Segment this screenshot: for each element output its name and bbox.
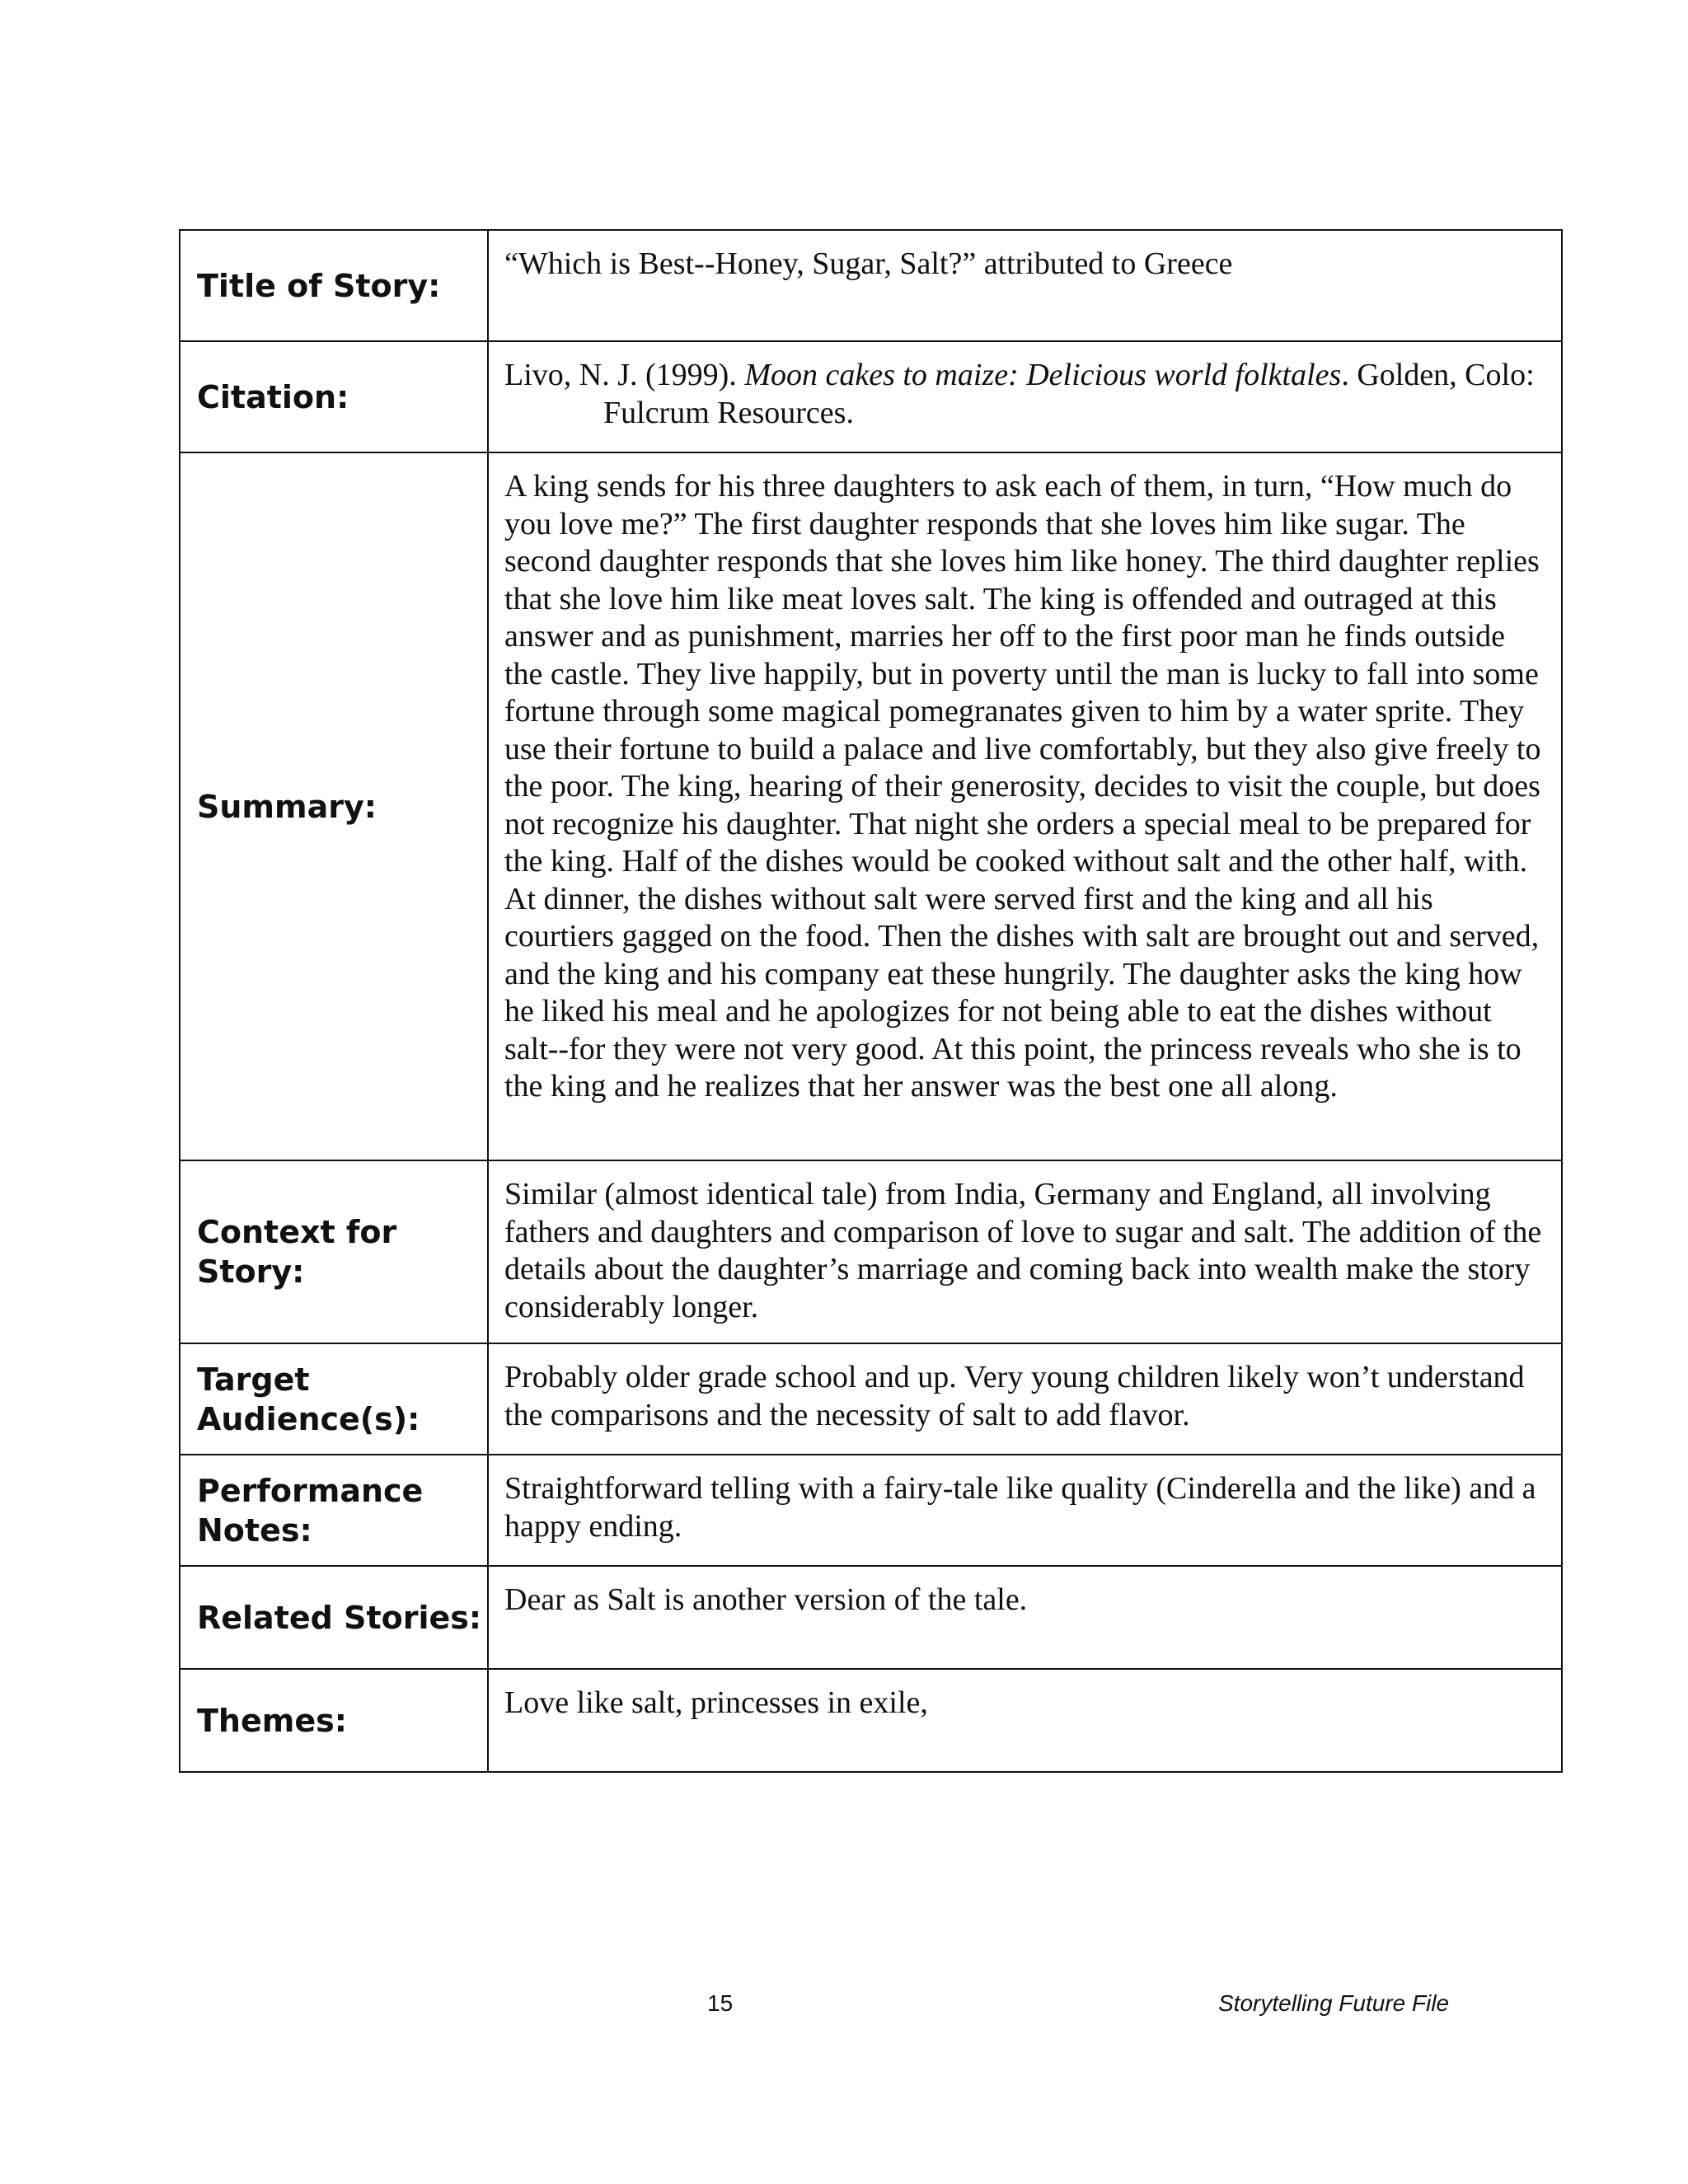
themes-label: Themes: [197,1702,347,1739]
audience-value: Probably older grade school and up. Very young children likely won’t understand the comparisons and the necessity of salt to add flavor. [504,1360,1525,1432]
related-label: Related Stories: [197,1599,482,1636]
citation-author: Livo, N. J. (1999). [504,358,745,392]
summary-label: Summary: [197,788,377,825]
themes-value: Love like salt, princesses in exile, [504,1685,928,1720]
page-number: 15 [707,1990,734,2016]
citation-value [489,342,1561,440]
summary-value-cell [488,452,1562,1160]
citation-label-cell [180,341,488,452]
related-value-cell [488,1566,1562,1669]
performance-value: Straightforward telling with a fairy-tale like quality (Cinderella and the like) and a happy ending. [504,1471,1536,1544]
summary-value: A king sends for his three daughters to ask each of them, in turn, “How much do you love me?” The first daughter responds that she loves him like sugar. The second daughter responds that she loves him like honey. The third daughter replies that she love him like meat loves salt. The king is offended and outraged at this answer and as punishment, marries her off to the first poor man he finds outside the castle. They live happily, but in poverty until the man is lucky to fall into some fortune through some magical pomegranates given to him by a water sprite. They use their fortune to build a palace and live comfortably, but they also give freely to the poor. The king, hearing of their generosity, decides to visit the couple, but does not recognize his daughter. That night she orders a special meal to be prepared for the king. Half of the dishes would be cooked without salt and the other half, with. At dinner, the dishes without salt were served first and the king and all his courtiers gagged on the food. Then the dishes with salt are brought out and served, and the king and his company eat these hungrily. The daughter asks the king how he liked his meal and he apologizes for not being able to eat the dishes without salt--for they were not very good. At this point, the princess reveals who she is to the king and he realizes that her answer was the best one all along. [504,469,1541,1104]
related-value: Dear as Salt is another version of the tale. [504,1582,1028,1617]
title-value: “Which is Best--Honey, Sugar, Salt?” attributed to Greece [504,246,1233,281]
title-label: Title of Story: [197,267,441,304]
themes-label-cell [180,1669,488,1772]
table-row [180,230,1562,341]
story-profile-table [179,229,1563,1773]
table-row [180,1160,1562,1343]
table-row [180,1343,1562,1455]
citation-value-cell [488,341,1562,452]
performance-label-cell [180,1455,488,1566]
table-row [180,1455,1562,1566]
document-title: Storytelling Future File [1218,1990,1450,2016]
context-label: Context for Story: [197,1214,397,1290]
audience-label: Target Audience(s): [197,1361,420,1437]
performance-label: Performance Notes: [197,1472,424,1549]
table-row [180,1669,1562,1772]
citation-publisher: . Golden, Colo: Fulcrum Resources. [603,358,1535,430]
table-row [180,1566,1562,1669]
title-label-cell [180,230,488,341]
related-label-cell [180,1566,488,1669]
context-value-cell [488,1160,1562,1343]
citation-book-title: Moon cakes to maize: Delicious world folktales [744,358,1342,392]
themes-value-cell [488,1669,1562,1772]
table-row [180,452,1562,1160]
citation-label: Citation: [197,378,349,415]
audience-label-cell [180,1343,488,1455]
table-row [180,341,1562,452]
context-label-cell [180,1160,488,1343]
audience-value-cell [488,1343,1562,1455]
title-value-cell [488,230,1562,341]
summary-label-cell [180,452,488,1160]
context-value: Similar (almost identical tale) from India, Germany and England, all involving fathers and daughters and comparison of love to sugar and salt. The addition of the details about the daughter’s marriage and coming back into wealth make the story considerably longer. [504,1177,1542,1324]
performance-value-cell [488,1455,1562,1566]
